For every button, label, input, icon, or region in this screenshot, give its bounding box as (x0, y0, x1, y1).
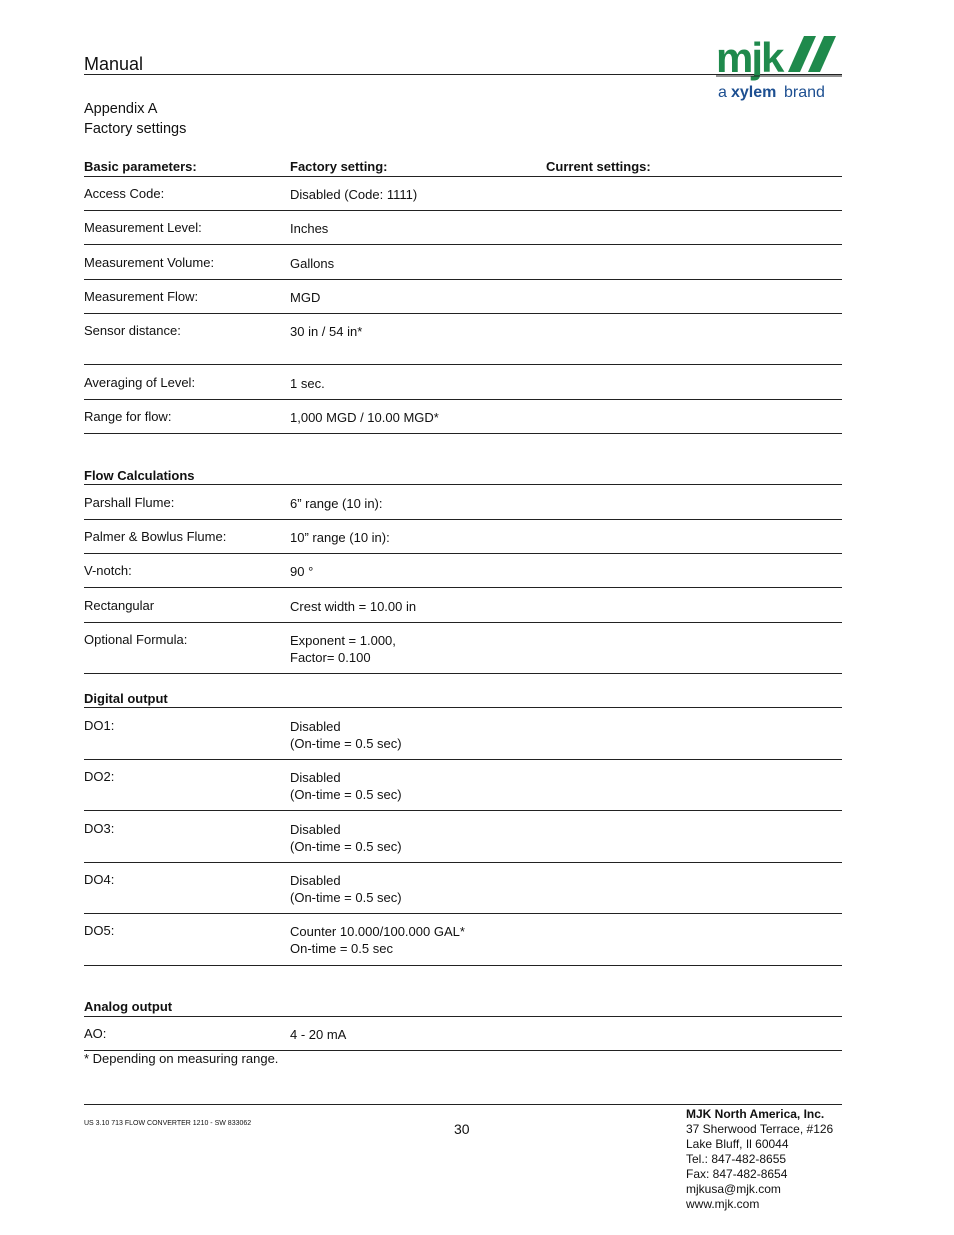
row-value-line2: (On-time = 0.5 sec) (290, 787, 402, 802)
mjk-logo-icon (716, 32, 844, 104)
row-label: DO3: (84, 821, 115, 836)
rule (84, 484, 842, 485)
row-value (290, 923, 465, 957)
company-address (686, 1107, 833, 1212)
row-value-line2: On-time = 0.5 sec (290, 941, 393, 956)
row-value-line2: (On-time = 0.5 sec) (290, 736, 402, 751)
rule (84, 433, 842, 434)
rule (84, 519, 842, 520)
rule (84, 176, 842, 177)
address-street: 37 Sherwood Terrace, #126 (686, 1122, 834, 1136)
row-label: V-notch: (84, 563, 132, 578)
website: www.mjk.com (686, 1197, 760, 1211)
rule (84, 622, 842, 623)
row-value (290, 821, 402, 855)
row-value: Gallons (290, 256, 335, 271)
logo-sub-brand: brand (784, 84, 825, 101)
appendix-title: Appendix A (84, 101, 158, 117)
row-value-line1: Disabled (290, 770, 341, 785)
row-label: AO: (84, 1026, 107, 1041)
page-number: 30 (454, 1121, 470, 1137)
row-value: 1 sec. (290, 376, 325, 391)
section-title-digital: Digital output (84, 691, 168, 706)
phone: Tel.: 847-482-8655 (686, 1152, 787, 1166)
page-title: Manual (84, 54, 144, 74)
row-value-line1: Counter 10.000/100.000 GAL* (290, 924, 465, 939)
row-value (290, 872, 402, 906)
section-title-analog: Analog output (84, 999, 173, 1014)
row-label: DO1: (84, 718, 115, 733)
row-label: Parshall Flume: (84, 495, 175, 510)
row-label: Measurement Volume: (84, 255, 215, 270)
row-label: Range for flow: (84, 409, 172, 424)
col-head-basic: Basic parameters: (84, 159, 197, 174)
row-value: 4 - 20 mA (290, 1027, 347, 1042)
row-value: 1,000 MGD / 10.00 MGD* (290, 410, 439, 425)
email: mjkusa@mjk.com (686, 1182, 781, 1196)
section-title-flow: Flow Calculations (84, 468, 195, 483)
logo-wordmark: mjk (716, 34, 783, 81)
row-label: Measurement Level: (84, 220, 202, 235)
row-value (290, 632, 396, 666)
row-value: Inches (290, 221, 329, 236)
row-value-line1: Disabled (290, 719, 341, 734)
row-value (290, 769, 402, 803)
address-city: Lake Bluff, Il 60044 (686, 1137, 789, 1151)
row-label: Sensor distance: (84, 323, 181, 338)
col-head-current: Current settings: (546, 159, 651, 174)
company-name: MJK North America, Inc. (686, 1107, 825, 1121)
row-value-line2: (On-time = 0.5 sec) (290, 890, 402, 905)
rule (84, 862, 842, 863)
rule (84, 244, 842, 245)
rule (84, 313, 842, 314)
rule (84, 673, 842, 674)
row-label: Palmer & Bowlus Flume: (84, 529, 227, 544)
rule (84, 587, 842, 588)
row-value-line2: Factor= 0.100 (290, 650, 371, 665)
logo-sub-a: a (718, 84, 727, 101)
rule (84, 707, 842, 708)
rule (84, 965, 842, 966)
row-value: 30 in / 54 in* (290, 324, 363, 339)
rule (84, 913, 842, 914)
row-value: 6” range (10 in): (290, 496, 383, 511)
row-label: DO2: (84, 769, 115, 784)
row-value: Disabled (Code: 1111) (290, 187, 418, 202)
rule (84, 1016, 842, 1017)
rule (84, 364, 842, 365)
row-label: DO4: (84, 872, 115, 887)
row-value-line2: (On-time = 0.5 sec) (290, 839, 402, 854)
row-value-line1: Exponent = 1.000, (290, 633, 396, 648)
brand-logo (716, 32, 844, 104)
col-head-factory: Factory setting: (290, 159, 388, 174)
row-value: 90 ° (290, 564, 314, 579)
row-value-line1: Disabled (290, 873, 341, 888)
footer-rule (84, 1104, 842, 1105)
document-code: US 3.10 713 FLOW CONVERTER 1210 - SW 833062 (84, 1120, 252, 1127)
appendix-subtitle: Factory settings (84, 121, 187, 137)
row-label: Measurement Flow: (84, 289, 199, 304)
rule (84, 810, 842, 811)
fax: Fax: 847-482-8654 (686, 1167, 788, 1181)
row-label: Rectangular (84, 598, 155, 613)
row-label: DO5: (84, 923, 115, 938)
rule (84, 210, 842, 211)
footnote: * Depending on measuring range. (84, 1051, 279, 1066)
rule (84, 553, 842, 554)
row-value: 10” range (10 in): (290, 530, 390, 545)
row-value: Crest width = 10.00 in (290, 599, 417, 614)
rule (84, 759, 842, 760)
row-value-line1: Disabled (290, 822, 341, 837)
row-label: Averaging of Level: (84, 375, 196, 390)
logo-sub-xylem: xylem (731, 84, 777, 101)
row-label: Optional Formula: (84, 632, 188, 647)
row-value: MGD (290, 290, 321, 305)
row-value (290, 718, 402, 752)
rule (84, 279, 842, 280)
rule (84, 399, 842, 400)
row-label: Access Code: (84, 186, 165, 201)
